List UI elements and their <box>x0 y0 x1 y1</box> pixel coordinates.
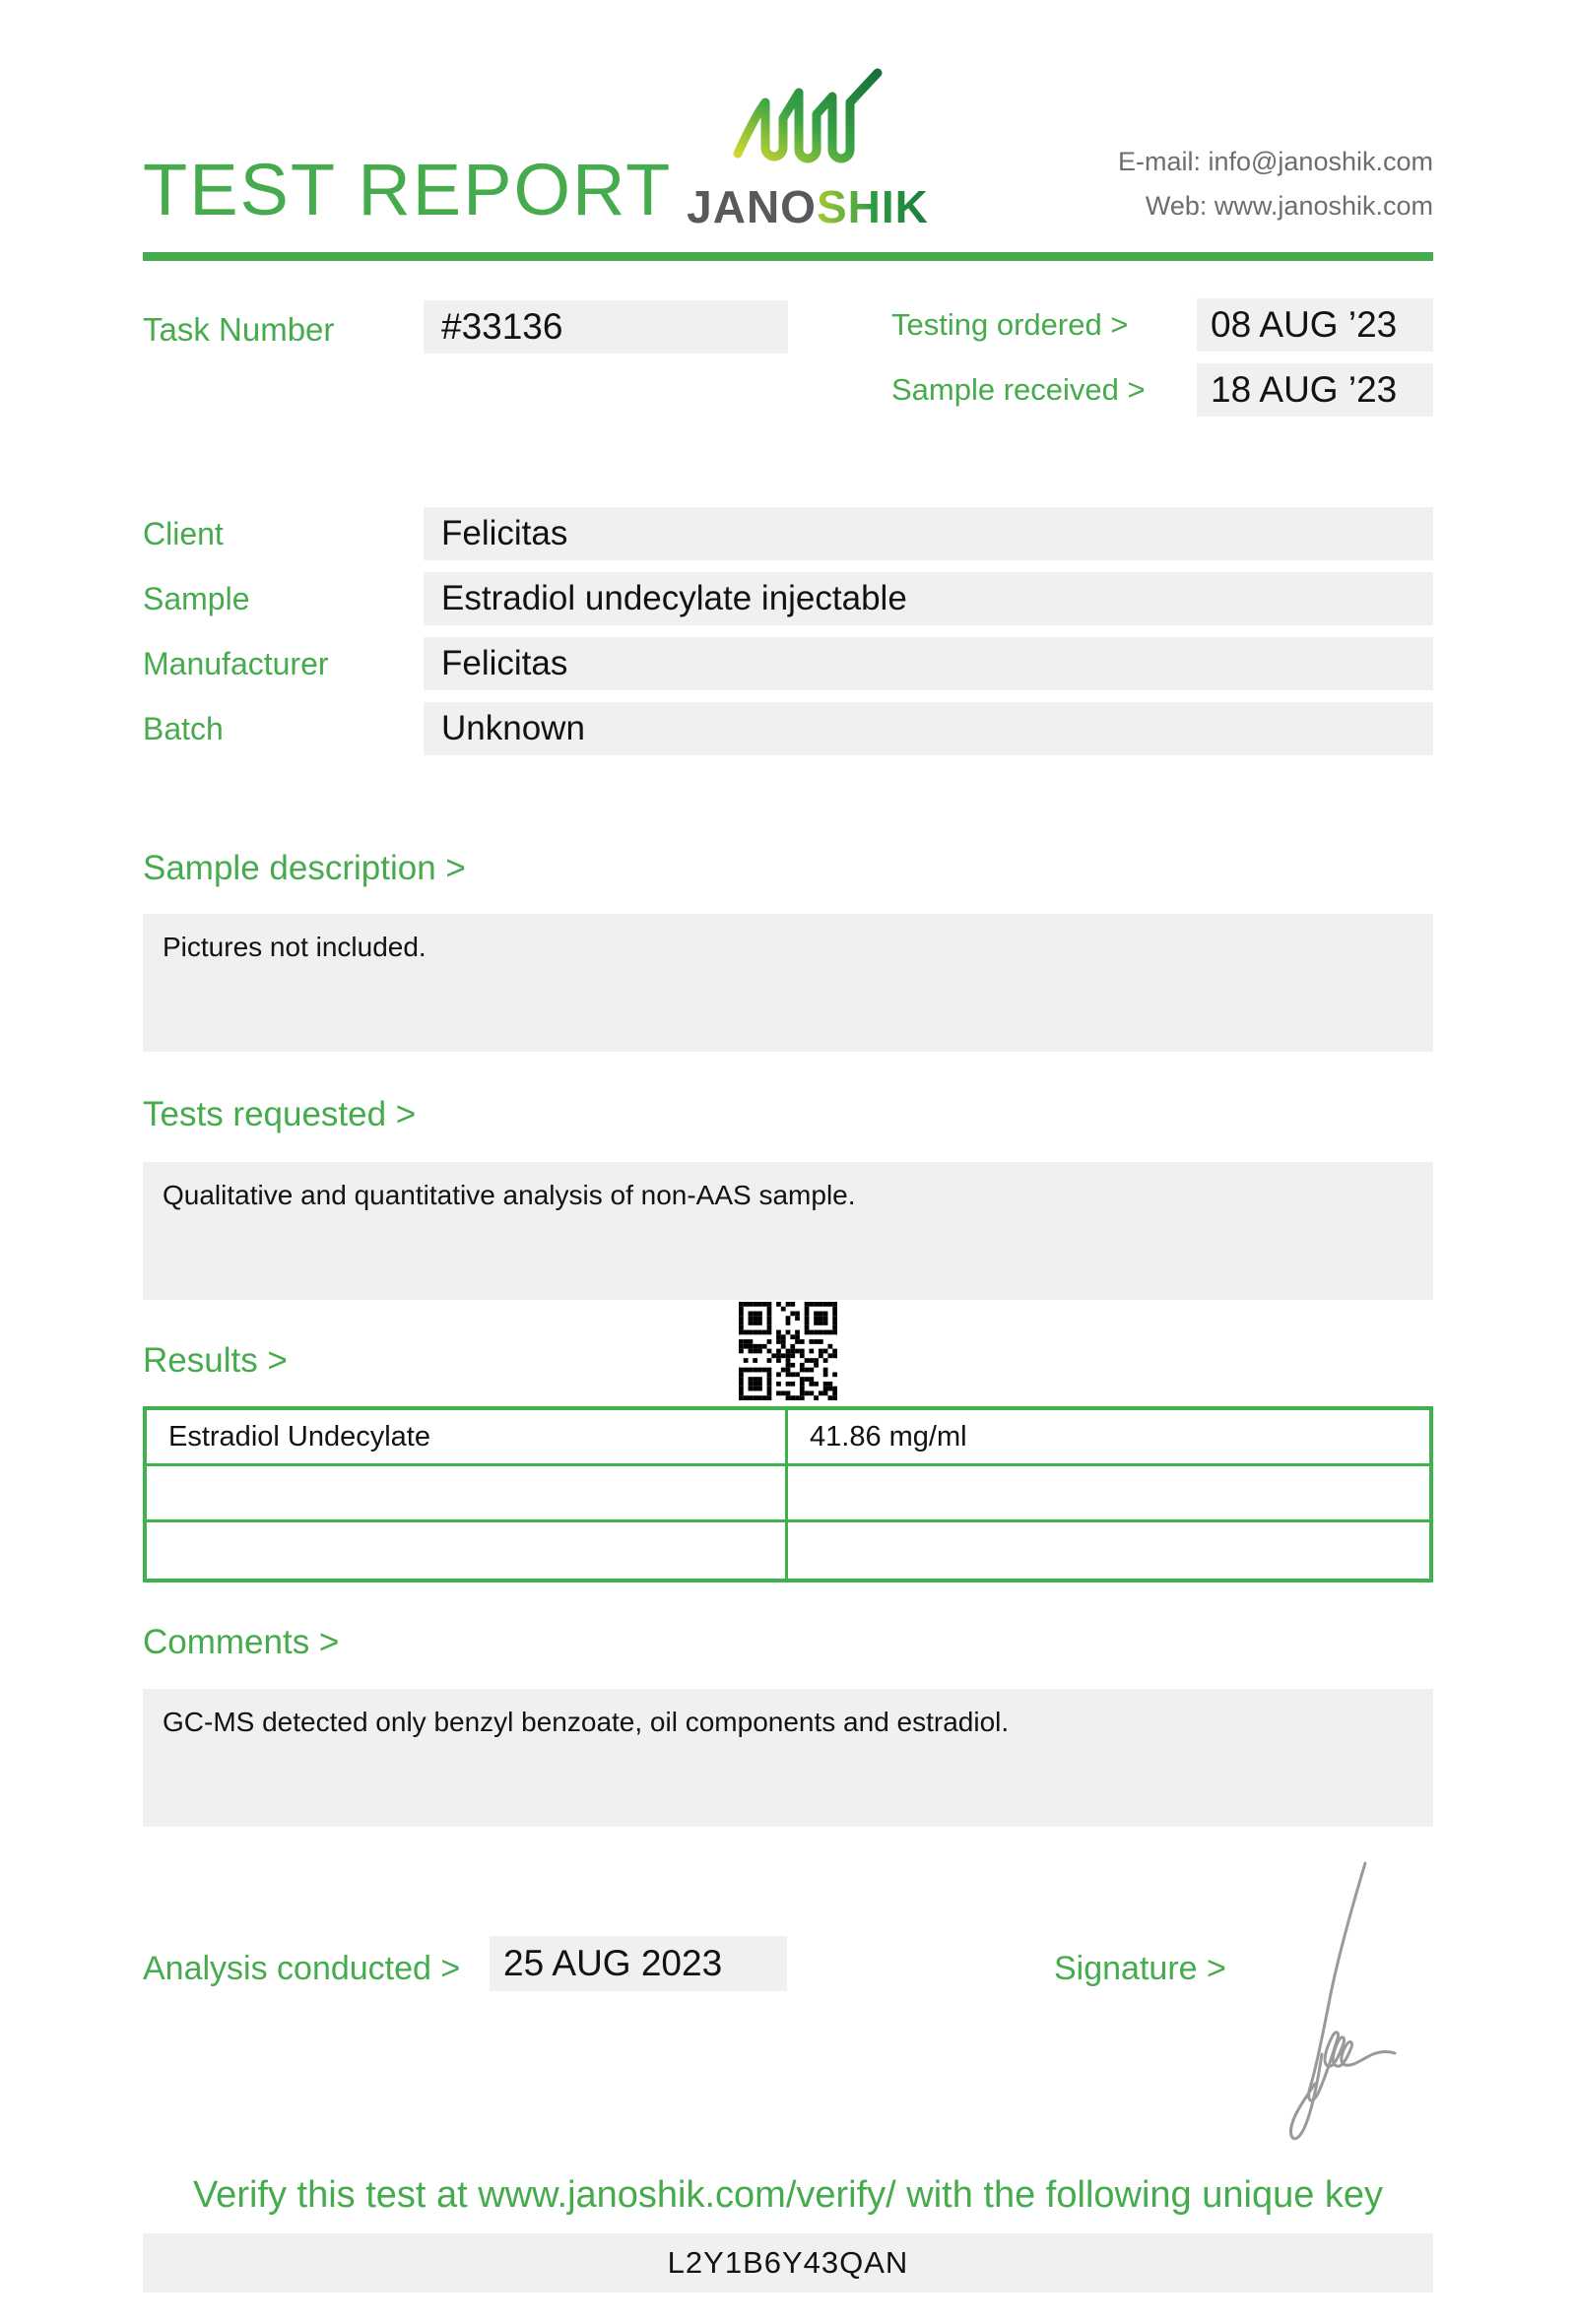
signature-scribble <box>1269 1857 1399 2145</box>
result-value-cell <box>788 1466 1429 1522</box>
testing-ordered-label: Testing ordered > <box>891 307 1129 342</box>
result-name-cell: Estradiol Undecylate <box>147 1410 788 1466</box>
comments-text: GC-MS detected only benzyl benzoate, oil components and estradiol. <box>163 1707 1010 1737</box>
janoshik-logo <box>680 67 936 233</box>
manufacturer-label: Manufacturer <box>143 646 329 681</box>
contact-info <box>1118 140 1433 227</box>
result-value-cell <box>788 1522 1429 1579</box>
brand-name-green: SHIK <box>816 181 929 232</box>
sample-description-heading: Sample description > <box>143 849 466 887</box>
comments-box <box>143 1689 1433 1827</box>
brand-name <box>680 180 936 233</box>
verify-key-box <box>143 2233 1433 2292</box>
testing-ordered-value: 08 AUG ’23 <box>1197 298 1433 352</box>
sample-received-label: Sample received > <box>891 372 1146 407</box>
client-value: Felicitas <box>424 507 1433 560</box>
sample-label: Sample <box>143 581 250 616</box>
sample-received-value: 18 AUG ’23 <box>1197 363 1433 417</box>
manufacturer-value: Felicitas <box>424 637 1433 690</box>
qr-code <box>739 1302 837 1400</box>
results-heading: Results > <box>143 1341 288 1380</box>
sample-value: Estradiol undecylate injectable <box>424 572 1433 625</box>
client-label: Client <box>143 516 224 551</box>
tests-requested-text: Qualitative and quantitative analysis of non-AAS sample. <box>163 1180 856 1210</box>
result-name-cell <box>147 1522 788 1579</box>
batch-value: Unknown <box>424 702 1433 755</box>
signature-label: Signature > <box>1054 1950 1226 1987</box>
email-line: E-mail: info@janoshik.com <box>1117 147 1433 176</box>
verify-instruction: Verify this test at www.janoshik.com/verify/ with the following unique key <box>192 2174 1384 2216</box>
sample-description-text: Pictures not included. <box>163 932 427 962</box>
sample-received-row <box>891 363 1433 417</box>
result-name-cell <box>147 1466 788 1522</box>
chart-growth-icon <box>730 161 886 177</box>
analysis-conducted-label: Analysis conducted > <box>143 1950 461 1987</box>
batch-label: Batch <box>143 711 224 746</box>
tests-requested-box <box>143 1162 1433 1300</box>
web-line: Web: www.janoshik.com <box>1145 190 1433 221</box>
task-number-value: #33136 <box>424 300 788 354</box>
sample-description-box <box>143 914 1433 1052</box>
task-number-label: Task Number <box>143 311 335 348</box>
header-divider <box>143 252 1433 261</box>
analysis-conducted-value: 25 AUG 2023 <box>490 1936 787 1991</box>
page-title: TEST REPORT <box>143 149 673 230</box>
comments-heading: Comments > <box>143 1623 340 1661</box>
tests-requested-heading: Tests requested > <box>143 1095 417 1133</box>
result-value-cell: 41.86 mg/ml <box>788 1410 1429 1466</box>
verify-key: L2Y1B6Y43QAN <box>667 2245 909 2280</box>
testing-ordered-row <box>891 298 1433 352</box>
results-table <box>143 1406 1433 1582</box>
brand-name-gray: JANO <box>687 181 817 232</box>
